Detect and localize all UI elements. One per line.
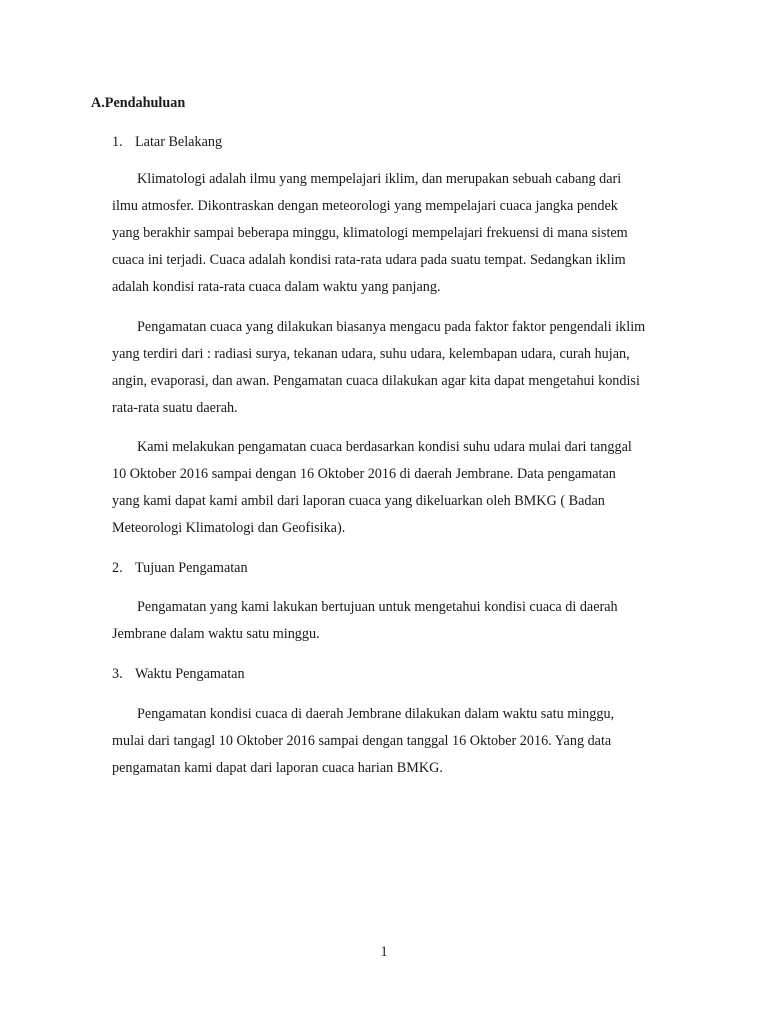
paragraph-line: Klimatologi adalah ilmu yang mempelajari iklim, dan merupakan sebuah cabang dari xyxy=(137,171,622,187)
paragraph-line: cuaca ini terjadi. Cuaca adalah kondisi rata-rata udara pada suatu tempat. Sedangkan iklim xyxy=(112,252,626,268)
paragraph-pengamatan-cuaca xyxy=(112,314,672,422)
heading-tujuan-pengamatan xyxy=(112,558,248,578)
paragraph-line: Jembrane dalam waktu satu minggu. xyxy=(112,626,320,642)
heading-latar-belakang xyxy=(112,132,222,152)
heading-number: 2. xyxy=(112,560,123,576)
paragraph-line: Kami melakukan pengamatan cuaca berdasarkan kondisi suhu udara mulai dari tanggal xyxy=(137,439,632,455)
paragraph-line: yang terdiri dari : radiasi surya, tekanan udara, suhu udara, kelembapan udara, curah hujan, xyxy=(112,346,630,362)
page-number-text: 1 xyxy=(380,944,388,960)
heading-number: 3. xyxy=(112,666,123,682)
paragraph-line: 10 Oktober 2016 sampai dengan 16 Oktober 2016 di daerah Jembrane. Data pengamatan xyxy=(112,466,616,482)
heading-number: 1. xyxy=(112,134,123,150)
paragraph-klimatologi xyxy=(112,166,672,301)
heading-waktu-pengamatan xyxy=(112,664,245,684)
paragraph-line: rata-rata suatu daerah. xyxy=(112,400,238,416)
paragraph-line: Pengamatan yang kami lakukan bertujuan untuk mengetahui kondisi cuaca di daerah xyxy=(137,599,618,615)
paragraph-line: yang berakhir sampai beberapa minggu, klimatologi mempelajari frekuensi di mana sistem xyxy=(112,225,628,241)
heading-title: Latar Belakang xyxy=(135,134,223,150)
paragraph-line: mulai dari tangagl 10 Oktober 2016 sampai dengan tanggal 16 Oktober 2016. Yang data xyxy=(112,733,612,749)
heading-title: Tujuan Pengamatan xyxy=(135,560,248,576)
page-number xyxy=(0,942,768,962)
paragraph-tujuan xyxy=(112,594,672,648)
paragraph-line: Pengamatan kondisi cuaca di daerah Jembrane dilakukan dalam waktu satu minggu, xyxy=(137,706,615,722)
paragraph-line: Pengamatan cuaca yang dilakukan biasanya mengacu pada faktor faktor pengendali iklim xyxy=(137,319,646,335)
paragraph-waktu xyxy=(112,701,672,782)
paragraph-kami-melakukan xyxy=(112,434,672,542)
section-title: A.Pendahuluan xyxy=(91,95,186,111)
paragraph-line: ilmu atmosfer. Dikontraskan dengan meteorologi yang mempelajari cuaca jangka pendek xyxy=(112,198,618,214)
paragraph-line: pengamatan kami dapat dari laporan cuaca harian BMKG. xyxy=(112,760,443,776)
paragraph-line: angin, evaporasi, dan awan. Pengamatan cuaca dilakukan agar kita dapat mengetahui kondisi xyxy=(112,373,640,389)
paragraph-line: adalah kondisi rata-rata cuaca dalam waktu yang panjang. xyxy=(112,279,441,295)
heading-title: Waktu Pengamatan xyxy=(135,666,245,682)
paragraph-line: Meteorologi Klimatologi dan Geofisika). xyxy=(112,520,346,536)
paragraph-line: yang kami dapat kami ambil dari laporan cuaca yang dikeluarkan oleh BMKG ( Badan xyxy=(112,493,605,509)
